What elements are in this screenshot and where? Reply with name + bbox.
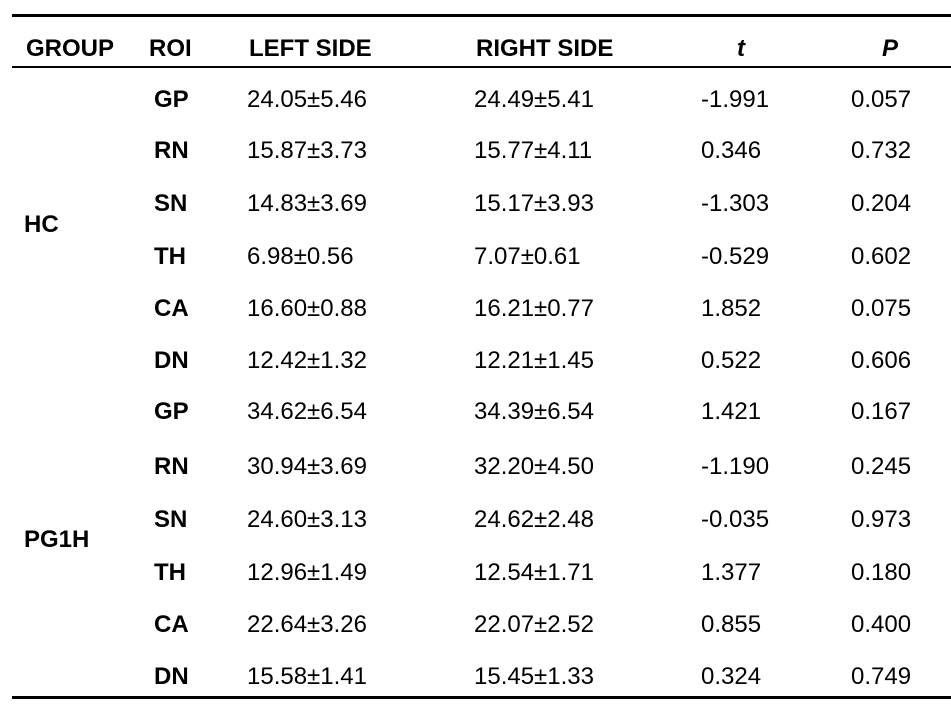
roi-cell: RN [154,137,189,164]
header-roi: ROI [149,35,192,62]
roi-cell: GP [154,398,189,425]
left-side-cell: 14.83±3.69 [247,190,367,217]
roi-cell: SN [154,190,188,217]
header-t: t [737,35,745,62]
p-cell: 0.180 [851,559,912,586]
header-right-side: RIGHT SIDE [476,35,614,62]
t-cell: 1.852 [701,295,762,322]
group-label: PG1H [24,526,90,553]
right-side-cell: 15.17±3.93 [474,190,594,217]
t-cell: -1.303 [701,190,770,217]
p-cell: 0.732 [851,137,912,164]
header-group: GROUP [26,35,115,62]
header-p: P [882,35,899,62]
t-cell: 0.522 [701,347,762,374]
p-cell: 0.167 [851,398,912,425]
t-cell: 0.855 [701,611,762,638]
right-side-cell: 15.77±4.11 [474,137,593,164]
roi-cell: DN [154,663,189,690]
t-cell: -0.035 [701,506,770,533]
left-side-cell: 16.60±0.88 [247,295,367,322]
t-cell: 1.377 [701,559,762,586]
roi-cell: SN [154,506,188,533]
right-side-cell: 22.07±2.52 [474,611,594,638]
p-cell: 0.749 [851,663,912,690]
right-side-cell: 24.62±2.48 [474,506,594,533]
left-side-cell: 12.42±1.32 [247,347,367,374]
right-side-cell: 12.21±1.45 [474,347,594,374]
right-side-cell: 7.07±0.61 [474,243,581,270]
t-cell: -1.991 [701,86,770,113]
t-cell: 0.346 [701,137,762,164]
p-cell: 0.245 [851,453,912,480]
t-cell: 0.324 [701,663,762,690]
header-rule [12,66,951,68]
p-cell: 0.204 [851,190,912,217]
roi-cell: GP [154,86,189,113]
left-side-cell: 30.94±3.69 [247,453,367,480]
top-rule [12,14,951,17]
p-cell: 0.973 [851,506,912,533]
group-label: HC [24,211,59,238]
right-side-cell: 32.20±4.50 [474,453,594,480]
left-side-cell: 22.64±3.26 [247,611,367,638]
header-left-side: LEFT SIDE [249,35,372,62]
p-cell: 0.075 [851,295,912,322]
roi-cell: RN [154,453,189,480]
left-side-cell: 24.60±3.13 [247,506,367,533]
right-side-cell: 34.39±6.54 [474,398,594,425]
roi-cell: CA [154,611,189,638]
bottom-rule [12,696,951,699]
roi-cell: TH [154,559,186,586]
roi-cell: DN [154,347,189,374]
t-cell: -1.190 [701,453,770,480]
left-side-cell: 24.05±5.46 [247,86,367,113]
left-side-cell: 12.96±1.49 [247,559,367,586]
p-cell: 0.057 [851,86,912,113]
right-side-cell: 24.49±5.41 [474,86,594,113]
left-side-cell: 15.58±1.41 [247,663,367,690]
roi-cell: CA [154,295,189,322]
left-side-cell: 34.62±6.54 [247,398,367,425]
left-side-cell: 6.98±0.56 [247,243,354,270]
left-side-cell: 15.87±3.73 [247,137,367,164]
t-cell: 1.421 [701,398,762,425]
p-cell: 0.606 [851,347,912,374]
p-cell: 0.400 [851,611,912,638]
right-side-cell: 16.21±0.77 [474,295,594,322]
right-side-cell: 15.45±1.33 [474,663,594,690]
t-cell: -0.529 [701,243,770,270]
p-cell: 0.602 [851,243,912,270]
roi-cell: TH [154,243,186,270]
right-side-cell: 12.54±1.71 [474,559,594,586]
